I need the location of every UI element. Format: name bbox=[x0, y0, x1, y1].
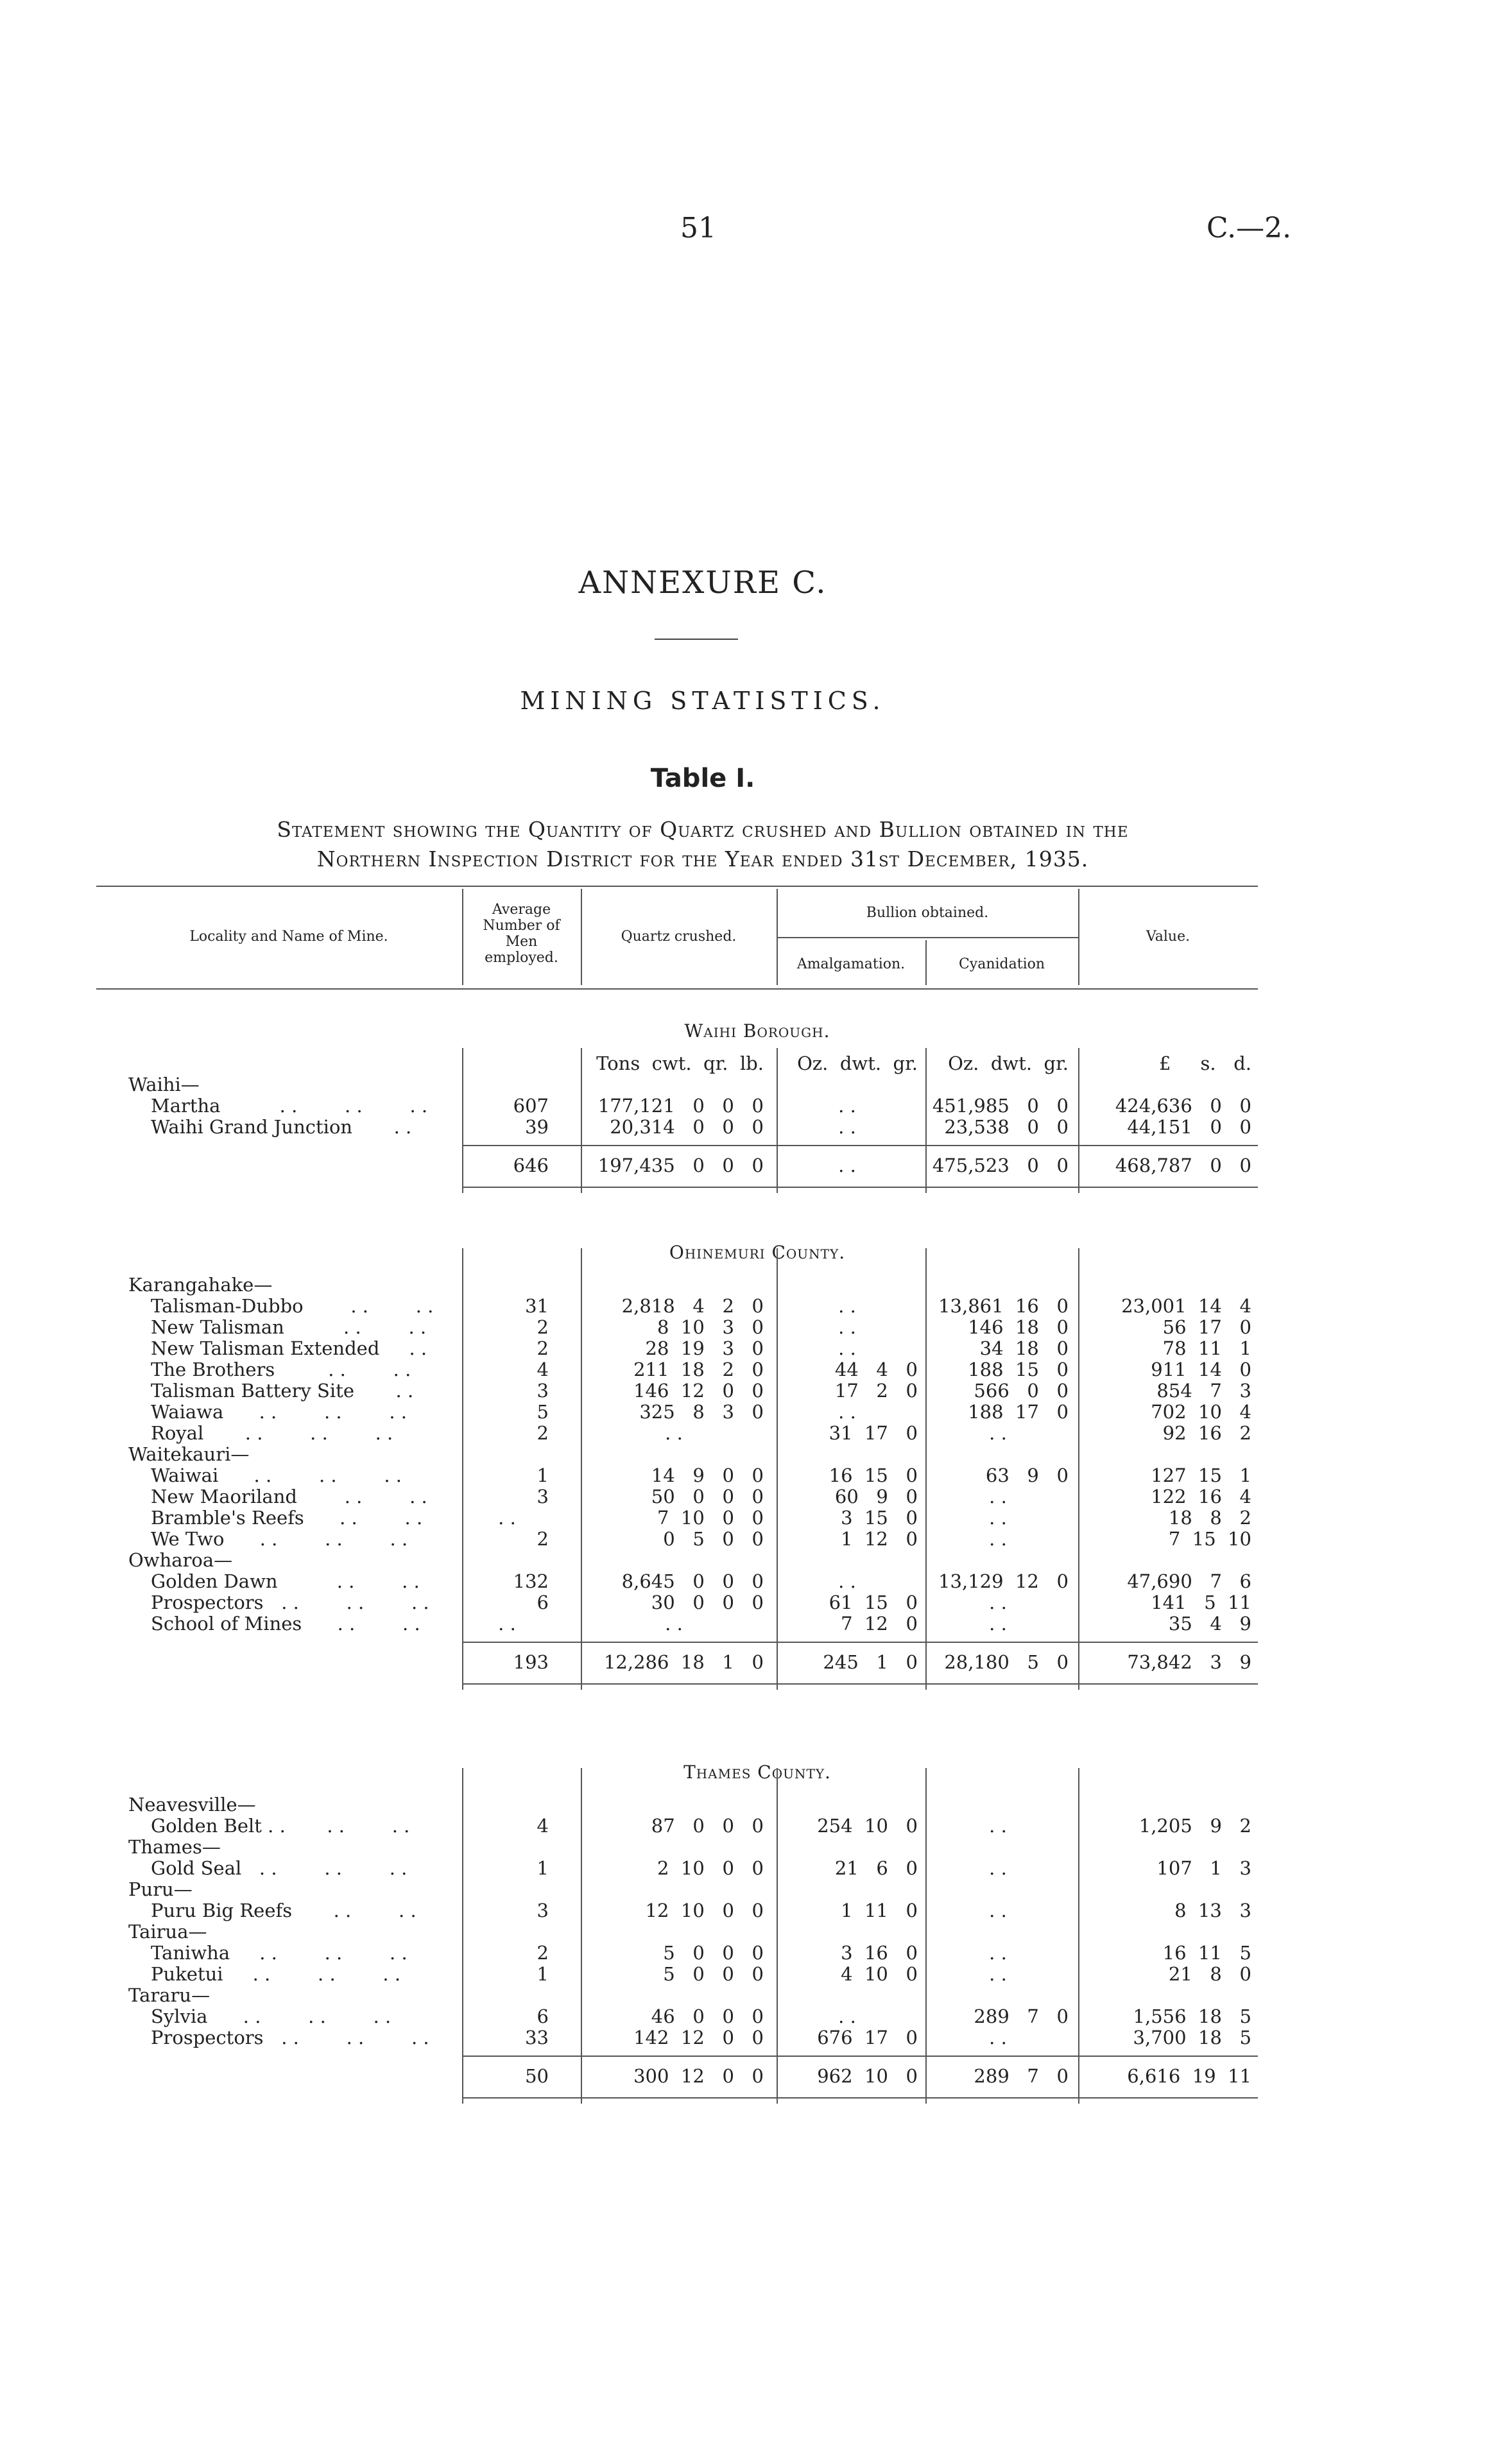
mine-name: Golden Dawn . . . . bbox=[151, 1570, 420, 1592]
cell-quartz: 142 12 0 0 bbox=[633, 2027, 764, 2048]
header-quartz: Quartz crushed. bbox=[621, 929, 737, 945]
mine-name: Taniwha . . . . . . bbox=[151, 1942, 408, 1964]
mine-name: Talisman Battery Site . . bbox=[151, 1380, 414, 1402]
statement-line-2: Northern Inspection District for the Year ended 31st December, 1935. bbox=[316, 846, 1089, 871]
cell-value: 78 11 1 bbox=[1162, 1337, 1251, 1359]
cell-men: 2 bbox=[537, 1422, 549, 1444]
annexure-title: ANNEXURE C. bbox=[578, 565, 827, 601]
cell-amalg: 31 17 0 bbox=[829, 1422, 918, 1444]
mine-name: Bramble's Reefs . . . . bbox=[151, 1507, 423, 1529]
total-amalg: . . bbox=[838, 1155, 856, 1176]
cell-cyan: . . bbox=[989, 2027, 1007, 2048]
cell-amalg: 60 9 0 bbox=[834, 1486, 918, 1507]
cell-value: 911 14 0 bbox=[1151, 1359, 1251, 1380]
group-label: Karangahake— bbox=[128, 1274, 273, 1296]
cell-cyan: 13,129 12 0 bbox=[938, 1570, 1069, 1592]
mining-statistics-title: MINING STATISTICS. bbox=[520, 687, 886, 715]
cell-men: 39 bbox=[525, 1116, 549, 1138]
total-men: 193 bbox=[513, 1651, 549, 1673]
cell-amalg: 61 15 0 bbox=[829, 1592, 918, 1613]
cell-men: . . bbox=[498, 1507, 516, 1529]
cell-quartz: 87 0 0 0 bbox=[651, 1815, 764, 1837]
column-divider bbox=[925, 1248, 927, 1690]
total-cyan: 289 7 0 bbox=[974, 2065, 1069, 2087]
cell-men: 5 bbox=[537, 1401, 549, 1423]
column-divider bbox=[925, 1768, 927, 2104]
header-value: Value. bbox=[1146, 929, 1190, 945]
mine-name: Waiwai . . . . . . bbox=[151, 1464, 402, 1486]
cell-cyan: . . bbox=[989, 1857, 1007, 1879]
cell-cyan: 146 18 0 bbox=[968, 1316, 1069, 1338]
column-divider bbox=[777, 1248, 778, 1690]
cell-quartz: 146 12 0 0 bbox=[633, 1380, 764, 1402]
header-men-line-3: Men bbox=[505, 934, 538, 950]
cell-men: 31 bbox=[525, 1295, 549, 1317]
mine-name: Martha . . . . . . bbox=[151, 1095, 428, 1117]
title-rule bbox=[655, 639, 738, 640]
cell-cyan: . . bbox=[989, 1942, 1007, 1964]
cell-cyan: . . bbox=[989, 1528, 1007, 1550]
cell-men: 3 bbox=[537, 1380, 549, 1402]
cell-quartz: 325 8 3 0 bbox=[639, 1401, 764, 1423]
cell-value: 122 16 4 bbox=[1151, 1486, 1251, 1507]
cell-value: 18 8 2 bbox=[1168, 1507, 1251, 1529]
cell-quartz: 7 10 0 0 bbox=[657, 1507, 764, 1529]
section-heading: Waihi Borough. bbox=[684, 1020, 830, 1042]
mine-name: Gold Seal . . . . . . bbox=[151, 1857, 408, 1879]
cell-amalg: . . bbox=[838, 2005, 856, 2027]
header-men-line-4: employed. bbox=[485, 950, 558, 966]
group-label: Waihi— bbox=[128, 1074, 200, 1095]
cell-amalg: 7 12 0 bbox=[841, 1613, 918, 1635]
header-men-line-1: Average bbox=[492, 902, 551, 918]
mine-name: Prospectors . . . . . . bbox=[151, 1592, 429, 1613]
cell-cyan: 34 18 0 bbox=[979, 1337, 1069, 1359]
cell-value: 854 7 3 bbox=[1156, 1380, 1251, 1402]
cell-value: 16 11 5 bbox=[1162, 1942, 1251, 1964]
cell-cyan: . . bbox=[989, 1613, 1007, 1635]
cell-value: 127 15 1 bbox=[1151, 1464, 1251, 1486]
column-divider bbox=[462, 1768, 463, 2104]
total-men: 646 bbox=[513, 1155, 549, 1176]
units-amalg: Oz. dwt. gr. bbox=[797, 1052, 918, 1074]
cell-cyan: . . bbox=[989, 1422, 1007, 1444]
group-label: Neavesville— bbox=[128, 1794, 256, 1816]
cell-value: 35 4 9 bbox=[1168, 1613, 1251, 1635]
bullion-subrule bbox=[777, 937, 1078, 938]
mine-name: New Talisman . . . . bbox=[151, 1316, 427, 1338]
cell-value: 1,205 9 2 bbox=[1138, 1815, 1251, 1837]
cell-quartz: 8,645 0 0 0 bbox=[621, 1570, 764, 1592]
cell-value: 47,690 7 6 bbox=[1127, 1570, 1251, 1592]
header-amalgamation: Amalgamation. bbox=[796, 956, 906, 972]
mine-name: Golden Belt . . . . . . bbox=[151, 1815, 410, 1837]
statement-heading bbox=[103, 815, 1303, 874]
cell-cyan: 63 9 0 bbox=[985, 1464, 1069, 1486]
group-label: Owharoa— bbox=[128, 1549, 233, 1571]
cell-amalg: 676 17 0 bbox=[817, 2027, 918, 2048]
cell-quartz: 46 0 0 0 bbox=[651, 2005, 764, 2027]
cell-cyan: 23,538 0 0 bbox=[944, 1116, 1069, 1138]
mine-name: New Talisman Extended . . bbox=[151, 1337, 427, 1359]
mine-name: Prospectors . . . . . . bbox=[151, 2027, 429, 2048]
section-heading: Ohinemuri County. bbox=[669, 1242, 846, 1263]
cell-value: 702 10 4 bbox=[1151, 1401, 1251, 1423]
cell-amalg: . . bbox=[838, 1116, 856, 1138]
cell-amalg: . . bbox=[838, 1337, 856, 1359]
cell-men: 33 bbox=[525, 2027, 549, 2048]
mine-name: Puketui . . . . . . bbox=[151, 1963, 401, 1985]
cell-quartz: 12 10 0 0 bbox=[645, 1900, 764, 1921]
cell-value: 44,151 0 0 bbox=[1127, 1116, 1251, 1138]
total-quartz: 197,435 0 0 0 bbox=[597, 1155, 764, 1176]
mine-name: Puru Big Reefs . . . . bbox=[151, 1900, 417, 1921]
mine-name: Royal . . . . . . bbox=[151, 1422, 393, 1444]
total-amalg: 245 1 0 bbox=[823, 1651, 918, 1673]
cell-amalg: . . bbox=[838, 1316, 856, 1338]
header-top-rule bbox=[96, 886, 1258, 887]
cell-quartz: 30 0 0 0 bbox=[651, 1592, 764, 1613]
cell-amalg: . . bbox=[838, 1095, 856, 1117]
cell-cyan: . . bbox=[989, 1963, 1007, 1985]
cell-men: 2 bbox=[537, 1337, 549, 1359]
cell-men: 607 bbox=[513, 1095, 549, 1117]
cell-amalg: 17 2 0 bbox=[834, 1380, 918, 1402]
units-quartz: Tons cwt. qr. lb. bbox=[596, 1052, 764, 1074]
statement-line-1: Statement showing the Quantity of Quartz crushed and Bullion obtained in the bbox=[277, 817, 1129, 842]
cell-amalg: 3 16 0 bbox=[841, 1942, 918, 1964]
column-divider bbox=[925, 1048, 927, 1193]
cell-quartz: 2,818 4 2 0 bbox=[621, 1295, 764, 1317]
cell-men: 1 bbox=[537, 1857, 549, 1879]
cell-value: 92 16 2 bbox=[1162, 1422, 1251, 1444]
mine-name: Talisman-Dubbo . . . . bbox=[151, 1295, 434, 1317]
cell-amalg: 1 11 0 bbox=[841, 1900, 918, 1921]
group-label: Thames— bbox=[128, 1836, 221, 1858]
column-divider bbox=[1078, 1768, 1079, 2104]
cell-quartz: 5 0 0 0 bbox=[663, 1963, 764, 1985]
cell-cyan: . . bbox=[989, 1592, 1007, 1613]
total-value: 6,616 19 11 bbox=[1127, 2065, 1251, 2087]
total-amalg: 962 10 0 bbox=[817, 2065, 918, 2087]
cell-value: 23,001 14 4 bbox=[1121, 1295, 1251, 1317]
header-men bbox=[462, 902, 581, 966]
column-divider bbox=[777, 1768, 778, 2104]
cell-quartz: 20,314 0 0 0 bbox=[610, 1116, 764, 1138]
cell-amalg: 1 12 0 bbox=[841, 1528, 918, 1550]
cell-men: 1 bbox=[537, 1464, 549, 1486]
cell-men: 6 bbox=[537, 2005, 549, 2027]
mine-name: School of Mines . . . . bbox=[151, 1613, 420, 1635]
mine-name: Waihi Grand Junction . . bbox=[151, 1116, 412, 1138]
cell-men: 132 bbox=[513, 1570, 549, 1592]
cell-quartz: 2 10 0 0 bbox=[657, 1857, 764, 1879]
cell-cyan: . . bbox=[989, 1486, 1007, 1507]
header-bottom-rule bbox=[96, 988, 1258, 990]
table-title: Table I. bbox=[650, 764, 755, 793]
page-code: C.—2. bbox=[1207, 212, 1292, 245]
total-quartz: 12,286 18 1 0 bbox=[603, 1651, 764, 1673]
cell-men: 2 bbox=[537, 1528, 549, 1550]
cell-amalg: 3 15 0 bbox=[841, 1507, 918, 1529]
column-divider bbox=[777, 1048, 778, 1193]
column-divider bbox=[581, 1048, 582, 1193]
cell-value: 424,636 0 0 bbox=[1115, 1095, 1251, 1117]
column-divider bbox=[581, 1248, 582, 1690]
cell-value: 141 5 11 bbox=[1151, 1592, 1251, 1613]
mine-name: New Maoriland . . . . bbox=[151, 1486, 427, 1507]
cell-cyan: . . bbox=[989, 1507, 1007, 1529]
page-number: 51 bbox=[680, 212, 716, 245]
cell-cyan: 451,985 0 0 bbox=[932, 1095, 1069, 1117]
cell-men: 6 bbox=[537, 1592, 549, 1613]
cell-amalg: 4 10 0 bbox=[841, 1963, 918, 1985]
cell-men: 3 bbox=[537, 1486, 549, 1507]
cell-quartz: 211 18 2 0 bbox=[633, 1359, 764, 1380]
cell-quartz: . . bbox=[665, 1613, 683, 1635]
cell-cyan: 188 15 0 bbox=[968, 1359, 1069, 1380]
cell-quartz: . . bbox=[665, 1422, 683, 1444]
column-divider bbox=[1078, 1048, 1079, 1193]
cell-men: 3 bbox=[537, 1900, 549, 1921]
cell-cyan: 289 7 0 bbox=[974, 2005, 1069, 2027]
cell-cyan: . . bbox=[989, 1900, 1007, 1921]
cell-quartz: 0 5 0 0 bbox=[663, 1528, 764, 1550]
cell-men: 2 bbox=[537, 1942, 549, 1964]
cell-quartz: 28 19 3 0 bbox=[645, 1337, 764, 1359]
units-value: £ s. d. bbox=[1158, 1052, 1251, 1074]
mine-name: We Two . . . . . . bbox=[151, 1528, 408, 1550]
cell-men: 4 bbox=[537, 1359, 549, 1380]
header-men-line-2: Number of bbox=[483, 918, 560, 934]
cell-amalg: . . bbox=[838, 1401, 856, 1423]
header-bullion: Bullion obtained. bbox=[866, 905, 989, 921]
column-divider bbox=[462, 1248, 463, 1690]
group-label: Waitekauri— bbox=[128, 1443, 250, 1465]
cell-quartz: 5 0 0 0 bbox=[663, 1942, 764, 1964]
total-value: 73,842 3 9 bbox=[1127, 1651, 1251, 1673]
mine-name: Sylvia . . . . . . bbox=[151, 2005, 391, 2027]
cell-cyan: 13,861 16 0 bbox=[938, 1295, 1069, 1317]
column-divider bbox=[581, 1768, 582, 2104]
cell-value: 7 15 10 bbox=[1168, 1528, 1251, 1550]
column-divider bbox=[1078, 1248, 1079, 1690]
cell-value: 8 13 3 bbox=[1174, 1900, 1251, 1921]
cell-value: 3,700 18 5 bbox=[1133, 2027, 1251, 2048]
cell-cyan: 188 17 0 bbox=[968, 1401, 1069, 1423]
cell-value: 56 17 0 bbox=[1162, 1316, 1251, 1338]
cell-amalg: 254 10 0 bbox=[817, 1815, 918, 1837]
group-label: Puru— bbox=[128, 1878, 193, 1900]
group-label: Tairua— bbox=[128, 1921, 207, 1943]
cell-amalg: 44 4 0 bbox=[834, 1359, 918, 1380]
total-cyan: 28,180 5 0 bbox=[944, 1651, 1069, 1673]
cell-cyan: . . bbox=[989, 1815, 1007, 1837]
cell-value: 107 1 3 bbox=[1156, 1857, 1251, 1879]
header-locality: Locality and Name of Mine. bbox=[189, 929, 388, 945]
units-cyan: Oz. dwt. gr. bbox=[948, 1052, 1069, 1074]
mine-name: The Brothers . . . . bbox=[151, 1359, 411, 1380]
column-divider bbox=[462, 1048, 463, 1193]
cell-value: 1,556 18 5 bbox=[1133, 2005, 1251, 2027]
cell-cyan: 566 0 0 bbox=[974, 1380, 1069, 1402]
cell-amalg: . . bbox=[838, 1295, 856, 1317]
header-cyanidation: Cyanidation bbox=[958, 956, 1045, 972]
cell-value: 21 8 0 bbox=[1168, 1963, 1251, 1985]
group-label: Tararu— bbox=[128, 1984, 210, 2006]
cell-men: 4 bbox=[537, 1815, 549, 1837]
section-heading: Thames County. bbox=[683, 1762, 831, 1783]
cell-amalg: 21 6 0 bbox=[834, 1857, 918, 1879]
cell-quartz: 50 0 0 0 bbox=[651, 1486, 764, 1507]
cell-amalg: 16 15 0 bbox=[829, 1464, 918, 1486]
cell-amalg: . . bbox=[838, 1570, 856, 1592]
total-cyan: 475,523 0 0 bbox=[932, 1155, 1069, 1176]
total-value: 468,787 0 0 bbox=[1115, 1155, 1251, 1176]
cell-quartz: 14 9 0 0 bbox=[651, 1464, 764, 1486]
cell-men: . . bbox=[498, 1613, 516, 1635]
total-men: 50 bbox=[525, 2065, 549, 2087]
cell-quartz: 177,121 0 0 0 bbox=[597, 1095, 764, 1117]
cell-men: 1 bbox=[537, 1963, 549, 1985]
cell-quartz: 8 10 3 0 bbox=[657, 1316, 764, 1338]
total-quartz: 300 12 0 0 bbox=[633, 2065, 764, 2087]
mine-name: Waiawa . . . . . . bbox=[151, 1401, 408, 1423]
cell-men: 2 bbox=[537, 1316, 549, 1338]
